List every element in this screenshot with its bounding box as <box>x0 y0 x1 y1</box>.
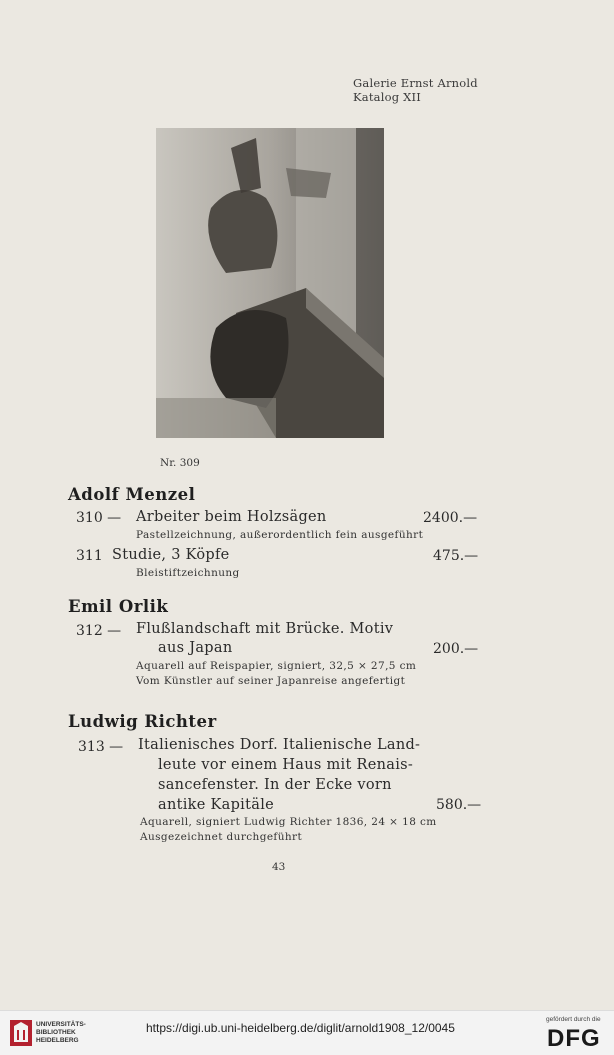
lot-number: 311 <box>76 548 103 564</box>
lot-price: 2400.— <box>423 510 478 526</box>
lot-note: Bleistiftzeichnung <box>136 567 240 579</box>
artist-heading: Ludwig Richter <box>68 712 217 731</box>
library-name-line: BIBLIOTHEK <box>36 1029 76 1036</box>
catalog-header <box>353 76 478 104</box>
lot-number: 313 — <box>78 739 124 755</box>
lot-number: 312 — <box>76 623 122 639</box>
lot-price: 475.— <box>433 548 479 564</box>
viewer-footer <box>0 1010 614 1055</box>
permalink-url[interactable]: https://digi.ub.uni-heidelberg.de/diglit/arnold1908_12/0045 <box>146 1021 455 1035</box>
lot-note: Aquarell auf Reispapier, signiert, 32,5 × 27,5 cm <box>136 660 417 672</box>
page-number: 43 <box>272 861 286 873</box>
lot-title: antike Kapitäle <box>158 797 275 813</box>
lot-note: Ausgezeichnet durchgeführt <box>140 831 303 843</box>
artist-heading: Adolf Menzel <box>68 485 196 504</box>
lot-title: Studie, 3 Köpfe <box>112 547 230 563</box>
gallery-name: Galerie Ernst Arnold <box>353 76 478 90</box>
lot-title: Flußlandschaft mit Brücke. Motiv <box>136 621 394 637</box>
university-library-logo-icon[interactable] <box>8 1018 34 1048</box>
lot-note: Pastellzeichnung, außerordentlich fein ausgeführt <box>136 529 424 541</box>
pulpit-illustration <box>156 128 384 438</box>
lot-note: Aquarell, signiert Ludwig Richter 1836, 24 × 18 cm <box>140 816 437 828</box>
lot-price: 200.— <box>433 641 479 657</box>
lot-title: sancefenster. In der Ecke vorn <box>158 777 392 793</box>
lot-price: 580.— <box>436 797 482 813</box>
library-name-line: UNIVERSITÄTS- <box>36 1021 86 1028</box>
library-name[interactable] <box>36 1021 86 1045</box>
lot-title: Italienisches Dorf. Italienische Land- <box>138 737 421 753</box>
artist-heading: Emil Orlik <box>68 597 169 616</box>
lot-title: aus Japan <box>158 640 233 656</box>
lot-title: Arbeiter beim Holzsägen <box>136 509 327 525</box>
funding-note: gefördert durch die <box>546 1016 601 1023</box>
catalog-number: Katalog XII <box>353 90 422 104</box>
dfg-logo[interactable]: DFG <box>547 1025 601 1052</box>
plate-caption: Nr. 309 <box>160 457 200 469</box>
lot-title: leute vor einem Haus mit Renais- <box>158 757 414 773</box>
library-name-line: HEIDELBERG <box>36 1037 79 1044</box>
artwork-plate-image <box>156 128 384 438</box>
lot-note: Vom Künstler auf seiner Japanreise angefertigt <box>136 675 406 687</box>
lot-number: 310 — <box>76 510 122 526</box>
